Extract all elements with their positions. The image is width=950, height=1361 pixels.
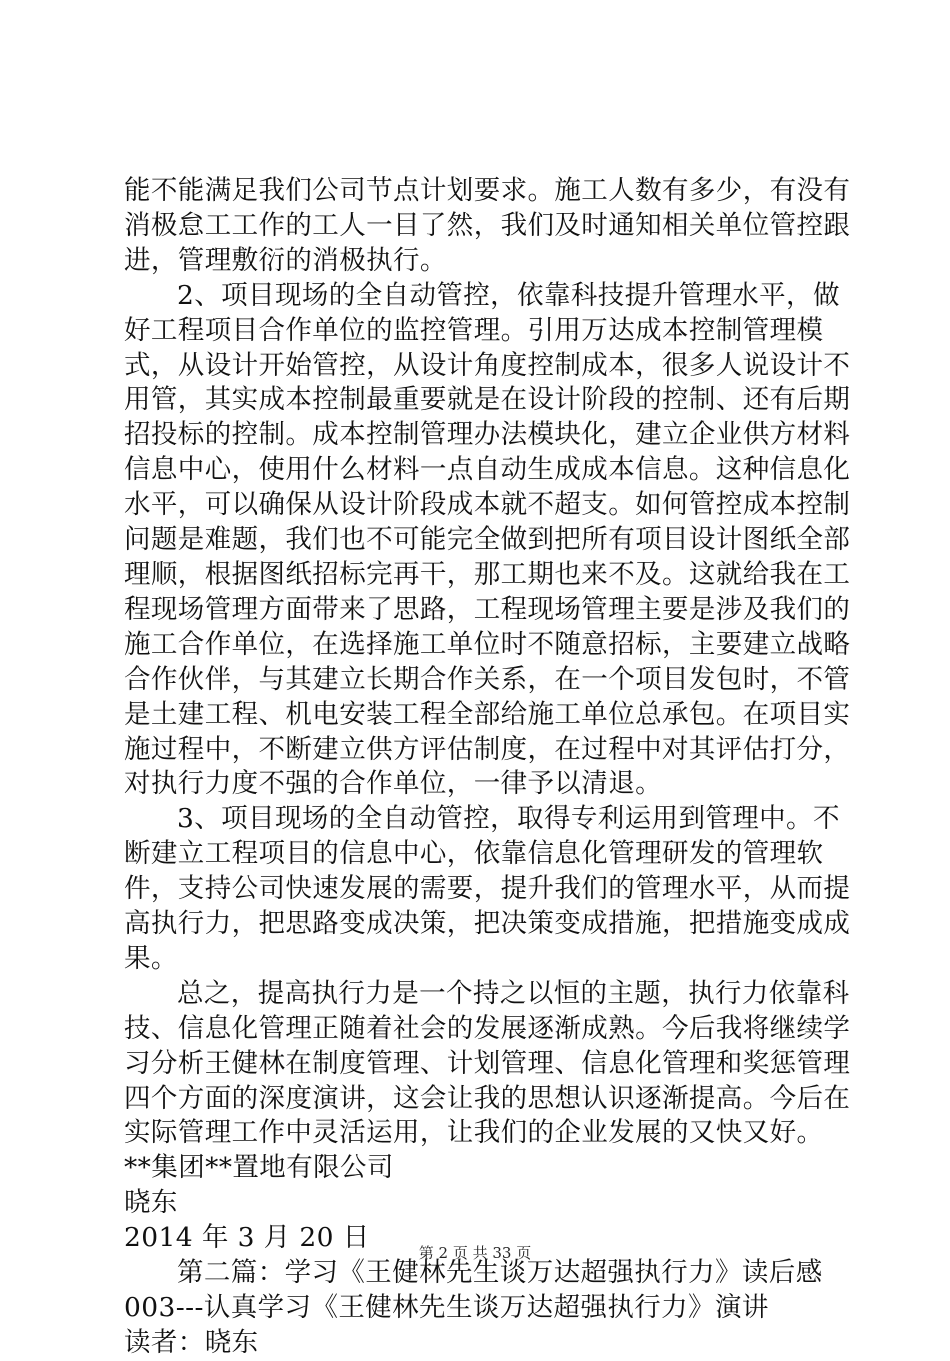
signature-author: 晓东 (124, 1187, 178, 1219)
paragraph-continued: 能不能满足我们公司节点计划要求。施工人数有多少，有没有消极怠工工作的工人一目了然，我们及时通知相关单位管控跟进，管理敷衍的消极执行。 (124, 175, 851, 276)
document-body (124, 174, 854, 1361)
page-number-footer: 第 2 页 共 33 页 (418, 1244, 532, 1262)
signature-company: **集团**置地有限公司 (124, 1152, 394, 1184)
paragraph-conclusion: 总之，提高执行力是一个持之以恒的主题，执行力依靠科技、信息化管理正随着社会的发展逐渐成熟。今后我将继续学习分析王健林在制度管理、计划管理、信息化管理和奖惩管理四个方面的深度演讲，这会让我的思想认识逐渐提高。今后在实际管理工作中灵活运用，让我们的企业发展的又快又好。 (124, 977, 851, 1149)
paragraph-item-2: 2、项目现场的全自动管控，依靠科技提升管理水平，做好工程项目合作单位的监控管理。引用万达成本控制管理模式，从设计开始管控，从设计角度控制成本，很多人说设计不用管，其实成本控制最重要就是在设计阶段的控制、还有后期招投标的控制。成本控制管理办法模块化，建立企业供方材料信息中心，使用什么材料一点自动生成成本信息。这种信息化水平，可以确保从设计阶段成本就不超支。如何管控成本控制问题是难题，我们也不可能完全做到把所有项目设计图纸全部理顺，根据图纸招标完再干，那工期也来不及。这就给我在工程现场管理方面带来了思路，工程现场管理主要是涉及我们的施工合作单位，在选择施工单位时不随意招标，主要建立战略合作伙伴，与其建立长期合作关系，在一个项目发包时，不管是土建工程、机电安装工程全部给施工单位总承包。在项目实施过程中，不断建立供方评估制度，在过程中对其评估打分，对执行力度不强的合作单位，一律予以清退。 (124, 279, 851, 800)
signature-date: 2014 年 3 月 20 日 (124, 1222, 370, 1254)
second-part-reader: 读者：晓东 (124, 1326, 259, 1358)
second-part-heading: 第二篇：学习《王健林先生谈万达超强执行力》读后感003---认真学习《王健林先生谈万达超强执行力》演讲 (124, 1257, 823, 1323)
paragraph-item-3: 3、项目现场的全自动管控，取得专利运用到管理中。不断建立工程项目的信息中心，依靠信息化管理研发的管理软件，支持公司快速发展的需要，提升我们的管理水平，从而提高执行力，把思路变成决策，把决策变成措施，把措施变成成果。 (124, 803, 851, 974)
